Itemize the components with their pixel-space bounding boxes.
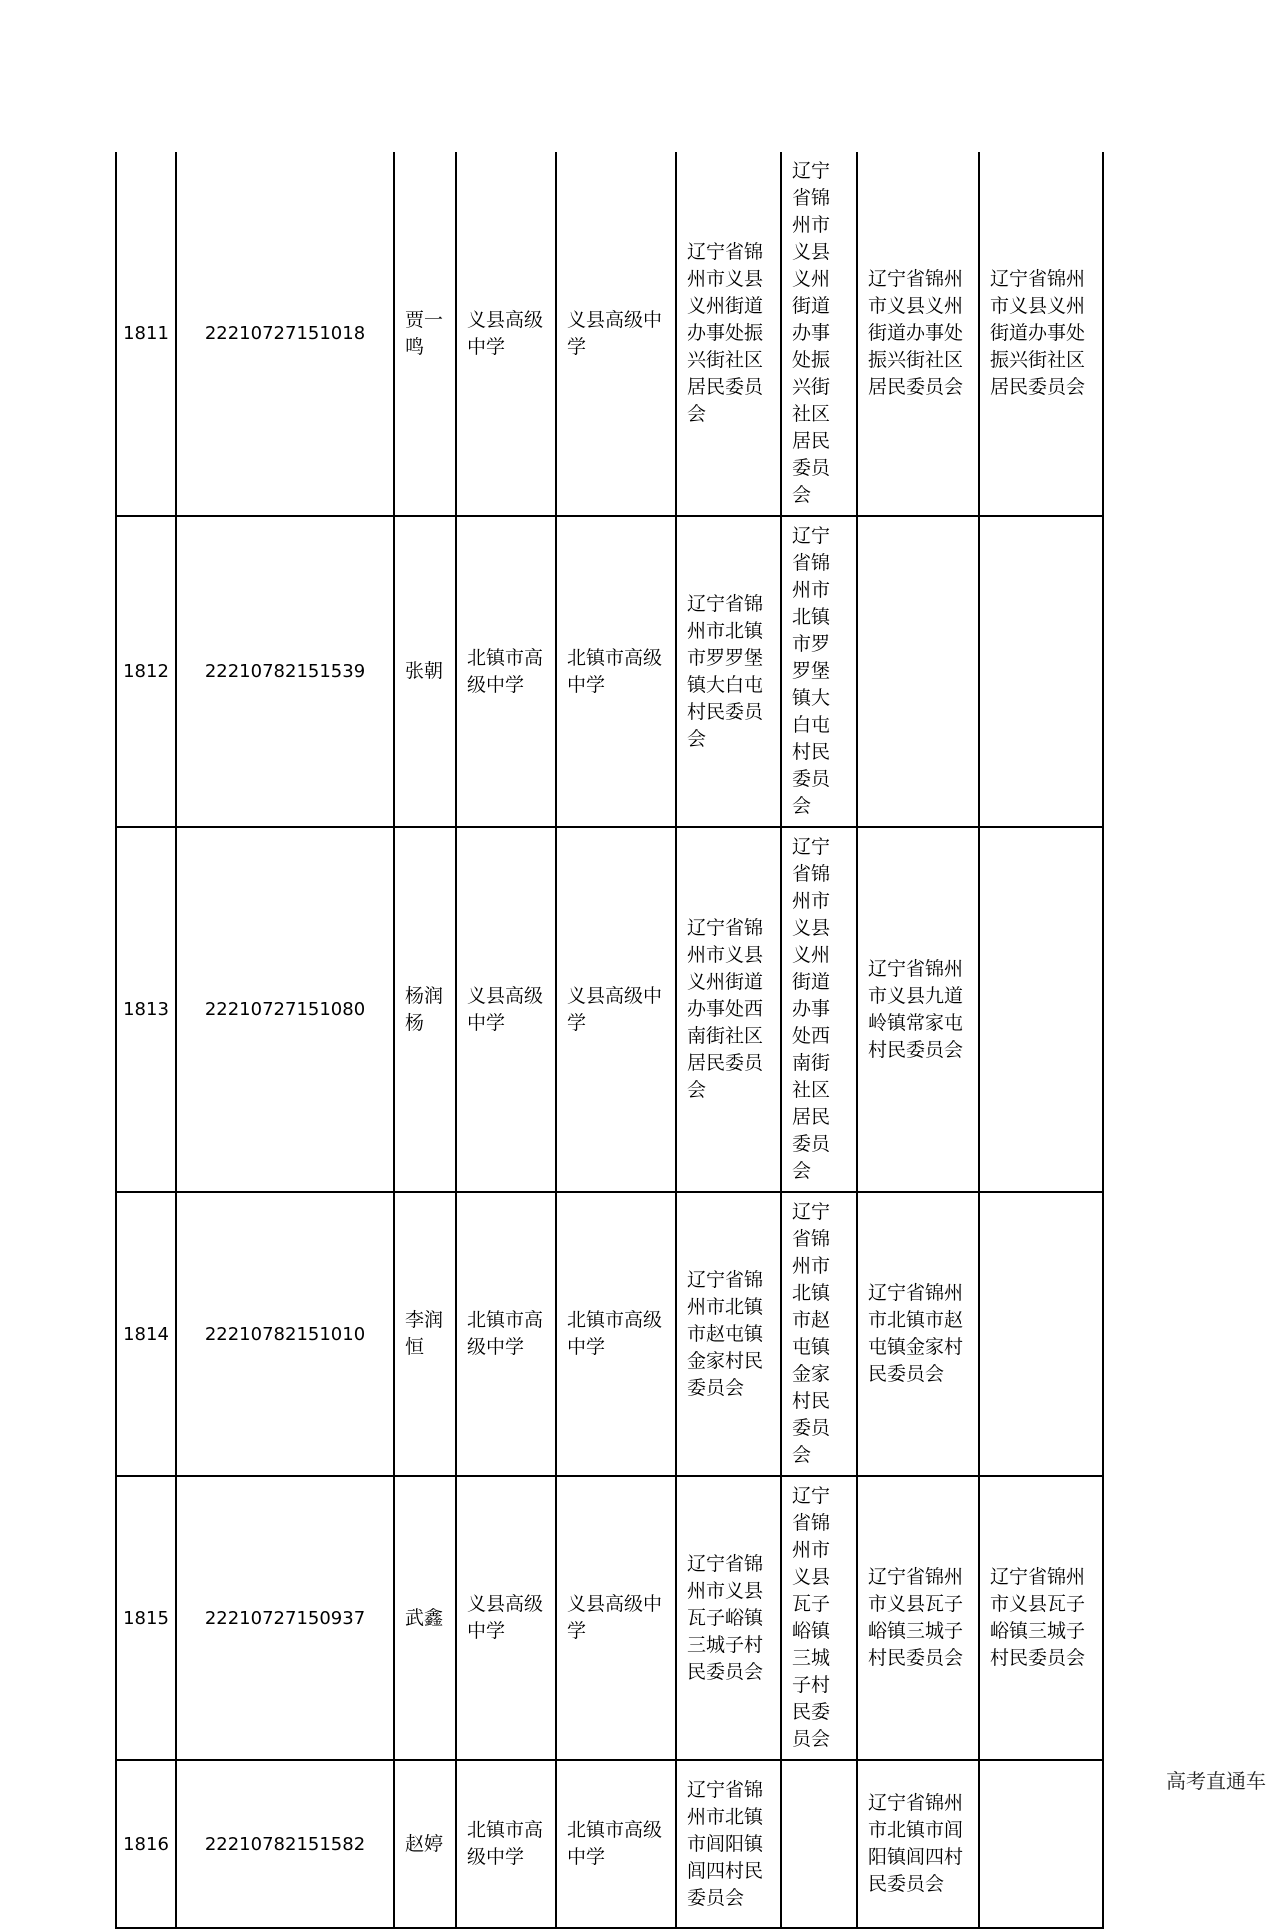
address-4	[979, 516, 1103, 827]
address-1: 辽宁省锦州市义县义州街道办事处振兴街社区居民委员会	[676, 152, 781, 516]
address-2	[781, 1760, 857, 1928]
serial-number: 1811	[116, 152, 176, 516]
school-2: 北镇市高级中学	[556, 1760, 676, 1928]
school: 义县高级中学	[456, 827, 556, 1192]
address-3	[857, 516, 979, 827]
school-2: 北镇市高级中学	[556, 1192, 676, 1476]
table-row	[116, 1476, 1103, 1760]
address-4: 辽宁省锦州市义县义州街道办事处振兴街社区居民委员会	[979, 152, 1103, 516]
student-name: 赵婷	[394, 1760, 456, 1928]
address-4	[979, 1192, 1103, 1476]
student-name: 张朝	[394, 516, 456, 827]
exam-number: 22210727151080	[176, 827, 394, 1192]
roster-table	[115, 152, 1104, 1929]
address-3: 辽宁省锦州市义县义州街道办事处振兴街社区居民委员会	[857, 152, 979, 516]
address-1: 辽宁省锦州市义县瓦子峪镇三城子村民委员会	[676, 1476, 781, 1760]
address-2: 辽宁省锦州市义县瓦子峪镇三城子村民委员会	[781, 1476, 857, 1760]
table-row	[116, 152, 1103, 516]
serial-number: 1812	[116, 516, 176, 827]
serial-number: 1816	[116, 1760, 176, 1928]
address-3: 辽宁省锦州市义县瓦子峪镇三城子村民委员会	[857, 1476, 979, 1760]
address-1: 辽宁省锦州市义县义州街道办事处西南街社区居民委员会	[676, 827, 781, 1192]
address-1: 辽宁省锦州市北镇市闾阳镇闾四村民委员会	[676, 1760, 781, 1928]
student-name: 杨润杨	[394, 827, 456, 1192]
address-3: 辽宁省锦州市北镇市闾阳镇闾四村民委员会	[857, 1760, 979, 1928]
school: 北镇市高级中学	[456, 1192, 556, 1476]
school-2: 义县高级中学	[556, 152, 676, 516]
student-name: 武鑫	[394, 1476, 456, 1760]
student-name: 李润恒	[394, 1192, 456, 1476]
address-2: 辽宁省锦州市义县义州街道办事处振兴街社区居民委员会	[781, 152, 857, 516]
serial-number: 1815	[116, 1476, 176, 1760]
address-3: 辽宁省锦州市义县九道岭镇常家屯村民委员会	[857, 827, 979, 1192]
exam-number: 22210727151018	[176, 152, 394, 516]
address-1: 辽宁省锦州市北镇市赵屯镇金家村民委员会	[676, 1192, 781, 1476]
exam-number: 22210782151582	[176, 1760, 394, 1928]
address-3: 辽宁省锦州市北镇市赵屯镇金家村民委员会	[857, 1192, 979, 1476]
exam-number: 22210782151010	[176, 1192, 394, 1476]
school: 义县高级中学	[456, 1476, 556, 1760]
serial-number: 1813	[116, 827, 176, 1192]
table-row	[116, 827, 1103, 1192]
student-name: 贾一鸣	[394, 152, 456, 516]
school-2: 北镇市高级中学	[556, 516, 676, 827]
address-1: 辽宁省锦州市北镇市罗罗堡镇大白屯村民委员会	[676, 516, 781, 827]
address-4	[979, 1760, 1103, 1928]
school: 北镇市高级中学	[456, 516, 556, 827]
address-2: 辽宁省锦州市义县义州街道办事处西南街社区居民委员会	[781, 827, 857, 1192]
table-row	[116, 516, 1103, 827]
school-2: 义县高级中学	[556, 827, 676, 1192]
address-2: 辽宁省锦州市北镇市罗罗堡镇大白屯村民委员会	[781, 516, 857, 827]
table-row	[116, 1192, 1103, 1476]
watermark-text: 高考直通车	[1166, 1769, 1266, 1793]
serial-number: 1814	[116, 1192, 176, 1476]
school: 北镇市高级中学	[456, 1760, 556, 1928]
school: 义县高级中学	[456, 152, 556, 516]
exam-number: 22210727150937	[176, 1476, 394, 1760]
address-2: 辽宁省锦州市北镇市赵屯镇金家村民委员会	[781, 1192, 857, 1476]
address-4	[979, 827, 1103, 1192]
roster-table-container	[115, 152, 1104, 1929]
table-row	[116, 1760, 1103, 1928]
exam-number: 22210782151539	[176, 516, 394, 827]
address-4: 辽宁省锦州市义县瓦子峪镇三城子村民委员会	[979, 1476, 1103, 1760]
school-2: 义县高级中学	[556, 1476, 676, 1760]
